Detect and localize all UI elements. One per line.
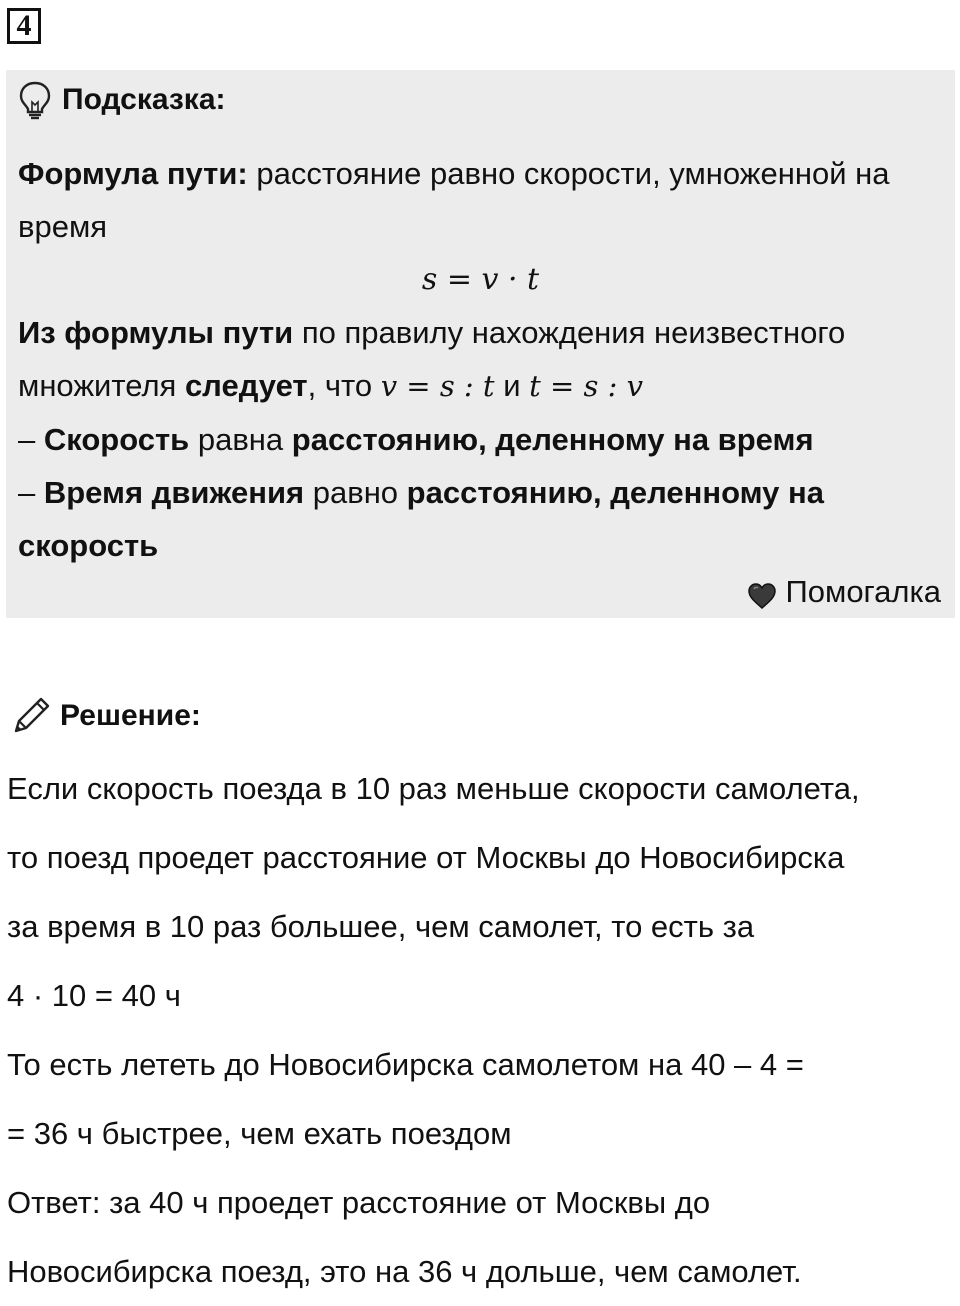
hint-bold-formula-label: Формула пути:: [18, 156, 248, 191]
solution-line: Ответ: за 40 ч проедет расстояние от Москвы до: [7, 1185, 711, 1220]
hint-bold-follows: следует: [184, 368, 308, 403]
signature: [747, 570, 941, 614]
hint-bold-time-def: расстоянию, деленному на скорость: [18, 475, 824, 563]
solution-line: = 36 ч быстрее, чем ехать поездом: [7, 1116, 512, 1151]
solution-header: [8, 690, 201, 742]
hint-formula-velocity: v = s : t: [380, 369, 495, 403]
solution-line: за время в 10 раз большее, чем самолет, то есть за: [7, 909, 755, 944]
hint-paragraph-speed: [18, 413, 943, 466]
hint-box: [6, 70, 955, 618]
solution-title: Решение:: [60, 699, 201, 732]
pencil-icon: [8, 693, 54, 739]
hint-formula-time: t = s : v: [529, 369, 643, 403]
hint-dash: –: [18, 475, 44, 510]
solution-line: Если скорость поезда в 10 раз меньше скорости самолета,: [7, 771, 860, 806]
hint-formula: s = v · t: [421, 262, 540, 297]
hint-text-equals: равно: [304, 475, 407, 510]
hint-text-and: и: [494, 368, 530, 403]
solution-body: [7, 754, 952, 1306]
hint-text-rule: по правилу нахождения неизвестного множителя: [18, 315, 846, 403]
solution-line: То есть лететь до Новосибирска самолетом на 40 – 4 =: [7, 1047, 804, 1082]
heart-icon: [747, 578, 777, 606]
hint-header: [18, 78, 226, 122]
hint-text-equals: равна: [189, 422, 292, 457]
hint-text: [18, 147, 943, 572]
task-number-badge: 4: [7, 8, 41, 44]
solution-line: то поезд проедет расстояние от Москвы до Новосибирска: [7, 840, 845, 875]
lightbulb-icon: [18, 80, 52, 120]
hint-text-formula-desc: расстояние равно скорости, умноженной на время: [18, 156, 890, 244]
hint-text-that: , что: [307, 368, 381, 403]
hint-paragraph-time: [18, 466, 943, 572]
hint-paragraph-derived: [18, 306, 943, 413]
hint-bold-from-formula: Из формулы пути: [18, 315, 294, 350]
hint-dash: –: [18, 422, 44, 457]
solution-line: Новосибирска поезд, это на 36 ч дольше, чем самолет.: [7, 1254, 802, 1289]
hint-bold-speed-def: расстоянию, деленному на время: [291, 422, 814, 457]
signature-text: Помогалка: [785, 574, 941, 609]
solution-line: 4 · 10 = 40 ч: [7, 978, 181, 1013]
hint-bold-time: Время движения: [43, 475, 305, 510]
hint-bold-speed: Скорость: [43, 422, 190, 457]
hint-title: Подсказка:: [62, 83, 226, 116]
hint-paragraph-formula: [18, 147, 943, 253]
